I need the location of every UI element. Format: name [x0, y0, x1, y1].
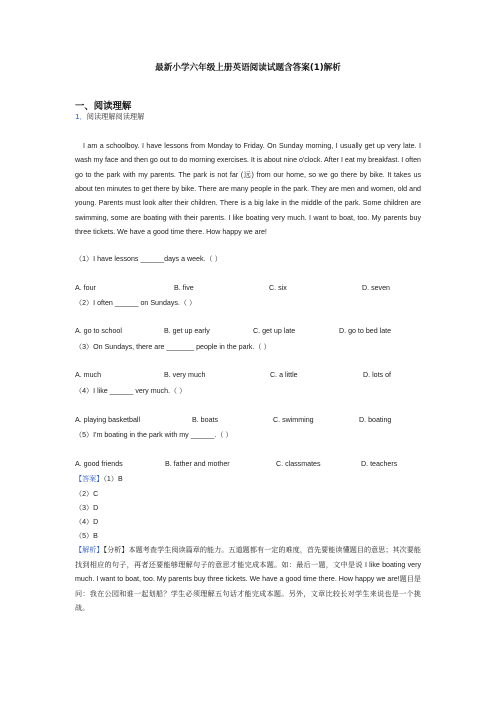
answer-4: （4）D: [75, 518, 99, 526]
q5-option-d: D. teachers: [361, 460, 398, 468]
q3-option-b: B. very much: [164, 371, 206, 379]
question-4: （4）I like ______ very much.（ ）: [75, 387, 187, 395]
q2-option-c: C. get up late: [253, 327, 296, 335]
question-3: （3）On Sundays, there are _______ people in the park.（ ）: [75, 343, 271, 351]
q3-option-d: D. lots of: [363, 371, 391, 379]
question-1: （1）I have lessons ______days a week.（ ）: [75, 255, 222, 263]
q1-option-d: D. seven: [362, 284, 390, 292]
question-5: （5）I'm boating in the park with my ______.（ ）: [75, 431, 233, 439]
answer-tag: 【答案】: [75, 475, 104, 483]
q5-option-b: B. father and mother: [165, 460, 230, 468]
explanation-text: 【分析】本题考查学生阅读篇章的能力。五道题都有一定的难度，首先要能读懂题目的意思；其次要能找到相应的句子，再者还要能够理解句子的意思才能完成本题。如：最后一题，文中是说 I like boating very much. I want to boat, too. My parents buy three tickets. We have a good time there. How happy we are!题目是问：我在公园和谁一起划船？学生必须理解五句话才能完成本题。另外，文章比较长对学生来说也是一个挑战。: [75, 546, 422, 613]
question-number: 1．: [75, 112, 87, 121]
answer-line-1: [75, 474, 123, 484]
answer-1: （1）B: [103, 475, 123, 483]
q3-option-c: C. a little: [270, 371, 298, 379]
q2-option-d: D. go to bed late: [339, 327, 392, 335]
q4-option-a: A. playing basketball: [75, 416, 141, 424]
q4-option-d: D. boating: [359, 416, 392, 424]
reading-passage: I am a schoolboy. I have lessons from Monday to Friday. On Sunday morning, I usually get up very late. I wash my face and then go out to do morning exercises. It is about nine o'clock. After I eat my breakfast. I often go to the park with my parents. The park is not far (远) from our home, so we go there by bike. It takes us about ten minutes to get there by bike. There are many people in the park. They are men and women, old and young. Parents must look after their children. There is a big lake in the middle of the park. Some children are swimming, some are boating with their parents. I like boating very much. I want to boat, too. My parents buy three tickets. We have a good time there. How happy we are!: [75, 142, 421, 237]
answer-3: （3）D: [75, 504, 99, 512]
explanation: [75, 543, 421, 616]
question-type: 阅读理解阅读理解: [86, 112, 145, 121]
q1-option-b: B. five: [174, 284, 194, 292]
q4-option-b: B. boats: [192, 416, 219, 424]
q3-option-a: A. much: [75, 371, 102, 379]
q1-option-a: A. four: [75, 284, 96, 292]
answer-2: （2）C: [75, 490, 99, 498]
answer-5: （5）B: [75, 532, 98, 540]
question-2: （2）I often ______ on Sundays.（ ）: [75, 299, 197, 307]
q5-option-a: A. good friends: [75, 460, 123, 468]
q1-option-c: C. six: [269, 284, 287, 292]
q2-option-b: B. get up early: [164, 327, 210, 335]
q4-option-c: C. swimming: [273, 416, 314, 424]
explanation-tag: 【解析】: [75, 546, 104, 554]
q2-option-a: A. go to school: [75, 327, 122, 335]
page-title: 最新小学六年级上册英语阅读试题含答案(1)解析: [155, 63, 341, 73]
question-heading: [75, 112, 144, 122]
q5-option-c: C. classmates: [276, 460, 321, 468]
section-heading: 一、阅读理解: [75, 101, 132, 112]
